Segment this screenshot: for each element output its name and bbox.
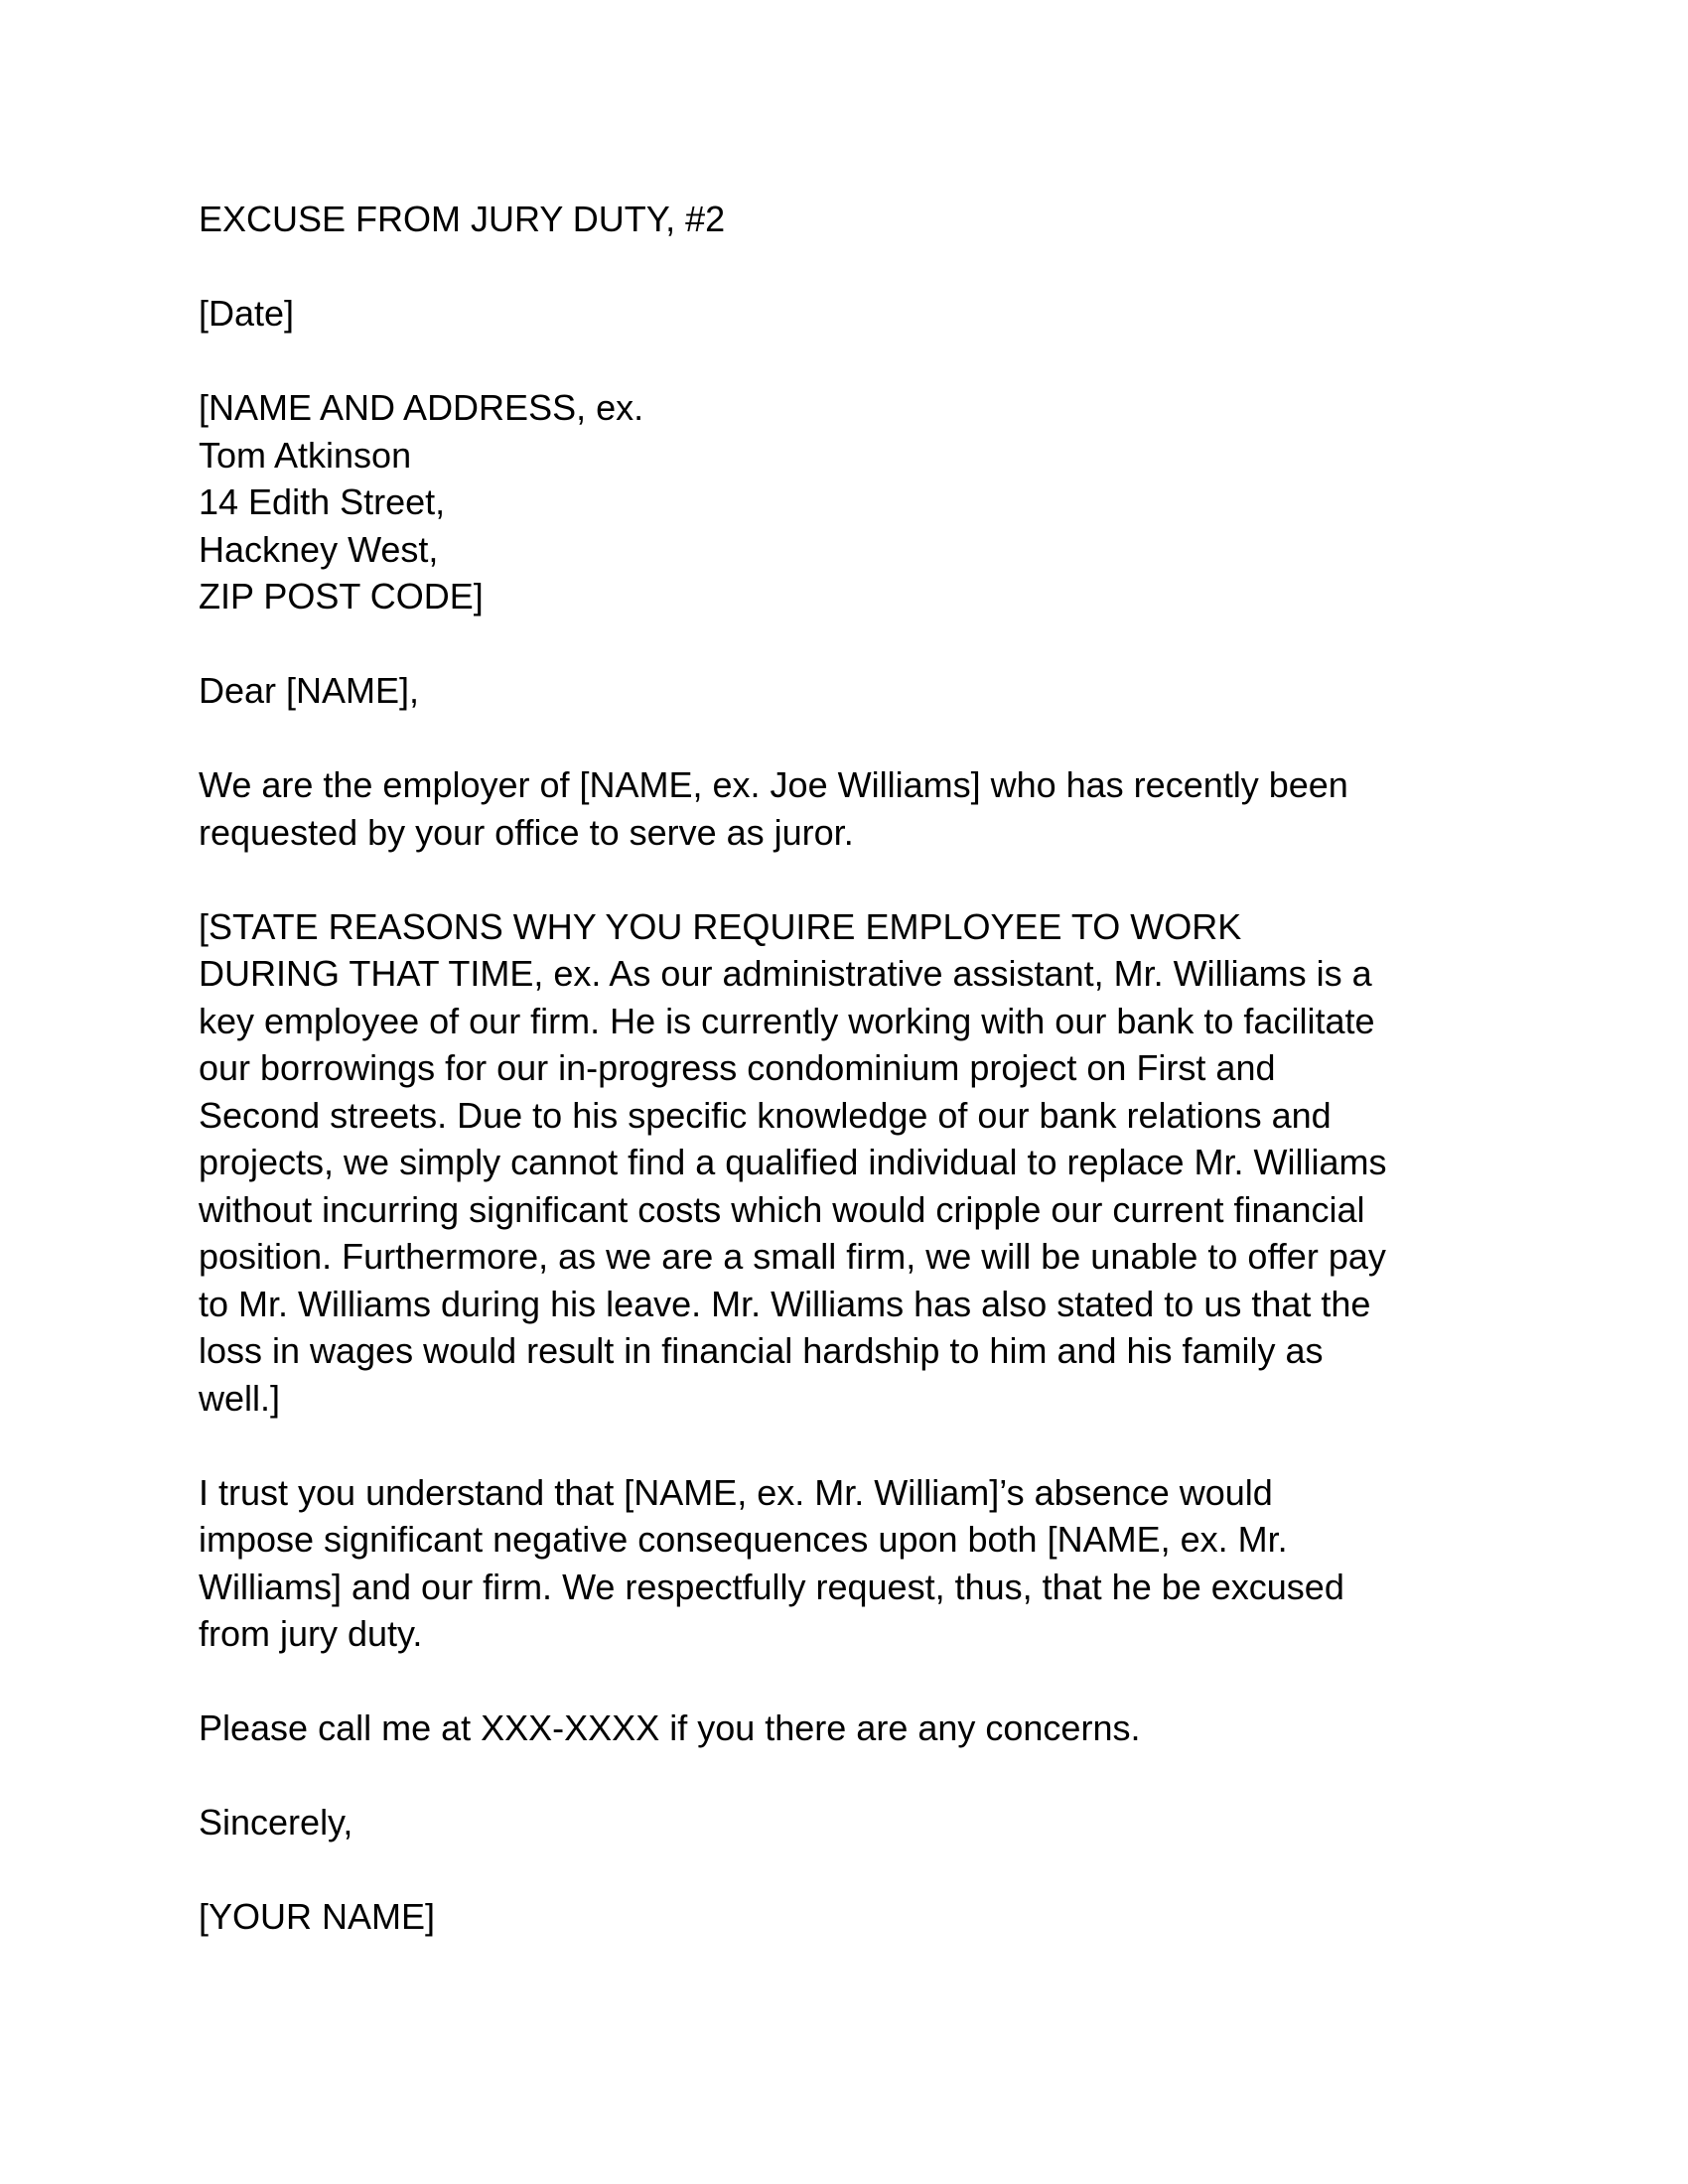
- address-line: Tom Atkinson: [199, 434, 412, 476]
- recipient-address-block: [199, 384, 1489, 620]
- address-line: ZIP POST CODE]: [199, 576, 484, 616]
- paragraph-contact: Please call me at XXX-XXXX if you there are any concerns.: [199, 1707, 1141, 1748]
- paragraph-line: DURING THAT TIME, ex. As our administrative assistant, Mr. Williams is a: [199, 953, 1372, 994]
- paragraph-line: without incurring significant costs which would cripple our current financial: [199, 1188, 1365, 1230]
- closing: Sincerely,: [199, 1802, 353, 1843]
- paragraph-employer: [199, 761, 1489, 856]
- paragraph-line: position. Furthermore, as we are a small firm, we will be unable to offer pay: [199, 1236, 1386, 1277]
- salutation: Dear [NAME],: [199, 670, 420, 711]
- paragraph-line: I trust you understand that [NAME, ex. Mr. William]’s absence would: [199, 1471, 1273, 1513]
- paragraph-line: our borrowings for our in-progress condominium project on First and: [199, 1047, 1276, 1088]
- paragraph-line: requested by your office to serve as juror.: [199, 811, 854, 853]
- paragraph-line: [STATE REASONS WHY YOU REQUIRE EMPLOYEE TO WORK: [199, 905, 1242, 947]
- date-line: [Date]: [199, 293, 295, 334]
- paragraph-line: to Mr. Williams during his leave. Mr. Williams has also stated to us that the: [199, 1283, 1371, 1324]
- address-line: [NAME AND ADDRESS, ex.: [199, 387, 644, 428]
- paragraph-reasons: [199, 903, 1489, 1423]
- paragraph-line: loss in wages would result in financial hardship to him and his family as: [199, 1330, 1324, 1371]
- paragraph-line: impose significant negative consequences upon both [NAME, ex. Mr.: [199, 1519, 1288, 1560]
- address-line: 14 Edith Street,: [199, 481, 446, 522]
- letter-body: [199, 196, 1489, 1987]
- signature-placeholder: [YOUR NAME]: [199, 1896, 436, 1937]
- paragraph-line: key employee of our firm. He is currently working with our bank to facilitate: [199, 1000, 1375, 1041]
- paragraph-line: projects, we simply cannot find a qualified individual to replace Mr. Williams: [199, 1142, 1387, 1182]
- paragraph-request: [199, 1469, 1489, 1658]
- paragraph-line: Second streets. Due to his specific knowledge of our bank relations and: [199, 1094, 1332, 1136]
- paragraph-line: We are the employer of [NAME, ex. Joe Williams] who has recently been: [199, 764, 1348, 805]
- address-line: Hackney West,: [199, 528, 439, 570]
- paragraph-line: from jury duty.: [199, 1613, 423, 1654]
- document-title: EXCUSE FROM JURY DUTY, #2: [199, 199, 726, 239]
- paragraph-line: Williams] and our firm. We respectfully request, thus, that he be excused: [199, 1566, 1344, 1607]
- paragraph-line: well.]: [199, 1377, 281, 1419]
